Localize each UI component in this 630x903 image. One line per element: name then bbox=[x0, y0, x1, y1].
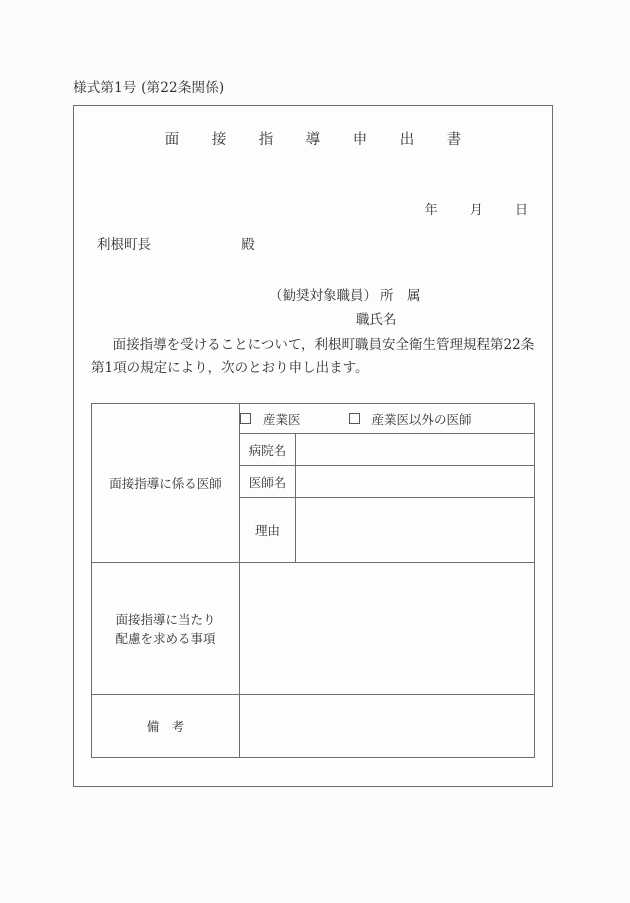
checkbox-label: 産業医以外の医師 bbox=[371, 411, 472, 427]
checkbox-option-occupational-physician[interactable] bbox=[240, 410, 301, 428]
applicant-block bbox=[269, 284, 421, 332]
date-day-label: 日 bbox=[514, 203, 528, 218]
body-paragraph: 面接指導を受けることについて，利根町職員安全衛生管理規程第22条第1項の規定により，次のとおり申し出ます。 bbox=[91, 337, 535, 376]
consideration-field[interactable] bbox=[240, 563, 535, 695]
consideration-label-line2: 配慮を求める事項 bbox=[115, 630, 216, 646]
date-year-label: 年 bbox=[424, 203, 438, 218]
applicant-name-field: 職氏名 bbox=[356, 312, 397, 328]
addressee-row bbox=[97, 233, 255, 253]
addressee-recipient: 利根町長 bbox=[97, 237, 151, 253]
remarks-field[interactable] bbox=[240, 695, 535, 758]
consideration-section-label bbox=[92, 563, 240, 695]
date-month-label: 月 bbox=[469, 203, 483, 218]
application-table bbox=[91, 403, 535, 758]
checkbox-icon[interactable] bbox=[349, 413, 360, 424]
doctor-section-label: 面接指導に係る医師 bbox=[92, 404, 240, 563]
checkbox-option-other-physician[interactable] bbox=[349, 410, 472, 428]
remarks-section-label: 備 考 bbox=[92, 695, 240, 758]
consideration-label-line1: 面接指導に当たり bbox=[115, 611, 216, 627]
addressee-honorific: 殿 bbox=[241, 237, 255, 253]
doctor-type-checkbox-cell bbox=[240, 404, 535, 434]
doctor-name-label: 医師名 bbox=[240, 466, 296, 498]
applicant-affiliation-field: 所 属 bbox=[380, 288, 421, 304]
table-row bbox=[92, 404, 535, 434]
page-title: 面 接 指 導 申 出 書 bbox=[164, 132, 471, 148]
reason-label: 理由 bbox=[240, 498, 296, 563]
applicant-affiliation-label: （勧奨対象職員） bbox=[269, 288, 377, 304]
table-row bbox=[92, 563, 535, 695]
checkbox-group bbox=[240, 410, 534, 428]
date-line bbox=[425, 199, 528, 218]
hospital-name-field[interactable] bbox=[296, 434, 535, 466]
checkbox-label: 産業医 bbox=[263, 411, 301, 427]
checkbox-icon[interactable] bbox=[240, 413, 251, 424]
reason-field[interactable] bbox=[296, 498, 535, 563]
page-frame bbox=[73, 105, 553, 787]
hospital-name-label: 病院名 bbox=[240, 434, 296, 466]
doctor-name-field[interactable] bbox=[296, 466, 535, 498]
form-number-label: 様式第1号 (第22条関係) bbox=[73, 80, 225, 96]
table-row bbox=[92, 695, 535, 758]
